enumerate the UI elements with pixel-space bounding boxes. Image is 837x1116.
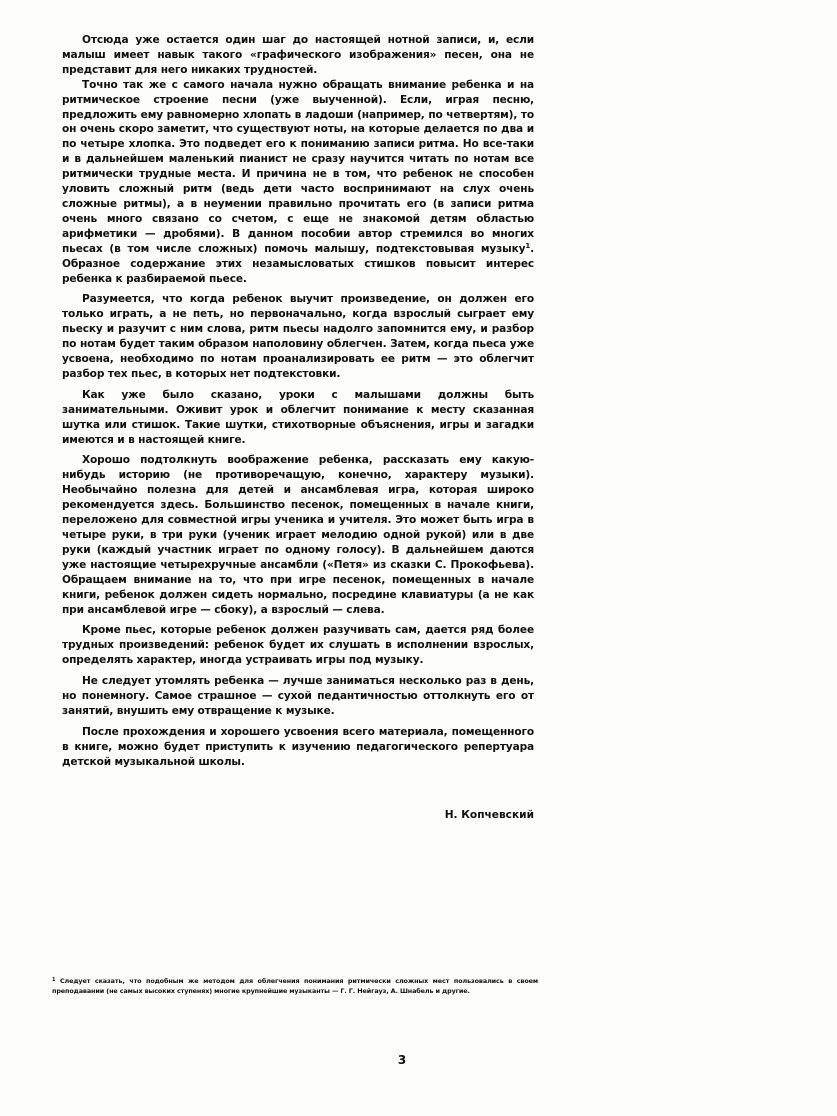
paragraph: Разумеется, что когда ребенок выучит произведение, он должен его только играть, а не петь, но первоначально, когда взрослый сыграет ему пьеску и разучит с ним слова, ритм пьесы надолго запомнится ему, и разбор по нотам будет таким образом наполовину облегчен. Затем, когда пьеса уже усвоена, необходимо по нотам проанализировать ее ритм — это облегчит разбор тех пьес, в которых нет подтекстовки. — [62, 293, 534, 380]
paragraph-text: Точно так же с самого начала нужно обращать внимание ребенка и на ритмическое строение песни (уже выученной). Если, играя песню, предложить ему равномерно хлопать в ладоши (например, по четвертям), то он очень скоро заметит, что существуют ноты, на которые делается по два и по четыре хлопка. Это подведет его к пониманию записи ритма. Но все-таки и в дальнейшем маленький пианист не сразу научится читать по нотам все ритмически трудные места. И причина не в том, что ребенок не способен уловить сложный ритм (ведь дети часто воспринимают на слух очень сложные ритмы), а в неумении правильно прочитать его (в записи ритма очень много связано со счетом, с еще не знакомой детям областью арифметики — дробями). В данном пособии автор стремился во многих пьесах (в том числе сложных) помочь малышу, подтекстовывая музыку — [62, 78, 534, 255]
paragraph: Не следует утомлять ребенка — лучше заниматься несколько раз в день, но понемногу. Самое страшное — сухой педантичностью оттолкнуть его от занятий, внушить ему отвращение к музыке. — [62, 675, 534, 717]
footnote-mark: 1 — [52, 977, 56, 983]
paragraph: Как уже было сказано, уроки с малышами должны быть занимательными. Оживит урок и облегчит понимание к месту сказанная шутка или стишок. Такие шутки, стихотворные объяснения, игры и загадки имеются и в настоящей книге. — [62, 388, 534, 446]
paragraph: Хорошо подтолкнуть воображение ребенка, рассказать ему какую-нибудь историю (не противоречащую, конечно, характеру музыки). Необычайно полезна для детей и ансамблевая игра, которая широко рекомендуется здесь. Большинство песенок, помещенных в начале книги, переложено для совместной игры ученика и учителя. Это может быть игра в четыре руки, в три руки (ученик играет мелодию одной рукой) или в две руки (каждый участник играет по одному голосу). В дальнейшем даются уже настоящие четырехручные ансамбли («Петя» из сказки С. Прокофьева). Обращаем внимание на то, что при игре песенок, помещенных в начале книги, ребенок должен сидеть нормально, посредине клавиатуры (а не как при ансамблевой игре — сбоку), а взрослый — слева. — [62, 454, 534, 616]
paragraph — [62, 78, 534, 287]
footnote-text: Следует сказать, что подобным же методом для облегчения понимания ритмически сложных мест пользовались в своем преподавании (не самых высоких ступенях) многие крупнейшие музыканты — Г. Г. Нейгауз, А. Шнабель и другие. — [52, 977, 538, 995]
footnote — [52, 976, 538, 997]
main-text-block — [62, 33, 534, 776]
paragraph: Кроме пьес, которые ребенок должен разучивать сам, дается ряд более трудных произведений: ребенок будет их слушать в исполнении взрослых, определять характер, иногда устраивать игры под музыку. — [62, 624, 534, 667]
footnote-reference: 1 — [525, 241, 531, 250]
page-number: 3 — [397, 1053, 407, 1067]
paragraph: После прохождения и хорошего усвоения всего материала, помещенного в книге, можно будет приступить к изучению педагогического репертуара детской музыкальной школы. — [62, 725, 534, 768]
paragraph: Отсюда уже остается один шаг до настоящей нотной записи, и, если малыш имеет навык такого «графического изображения» песен, она не представит для него никаких трудностей. — [62, 34, 534, 76]
author-signature: Н. Копчевский — [444, 809, 534, 821]
paragraph-text: . Образное содержание этих незамысловатых стишков повысит интерес ребенка к разбираемой пьесе. — [62, 242, 534, 285]
